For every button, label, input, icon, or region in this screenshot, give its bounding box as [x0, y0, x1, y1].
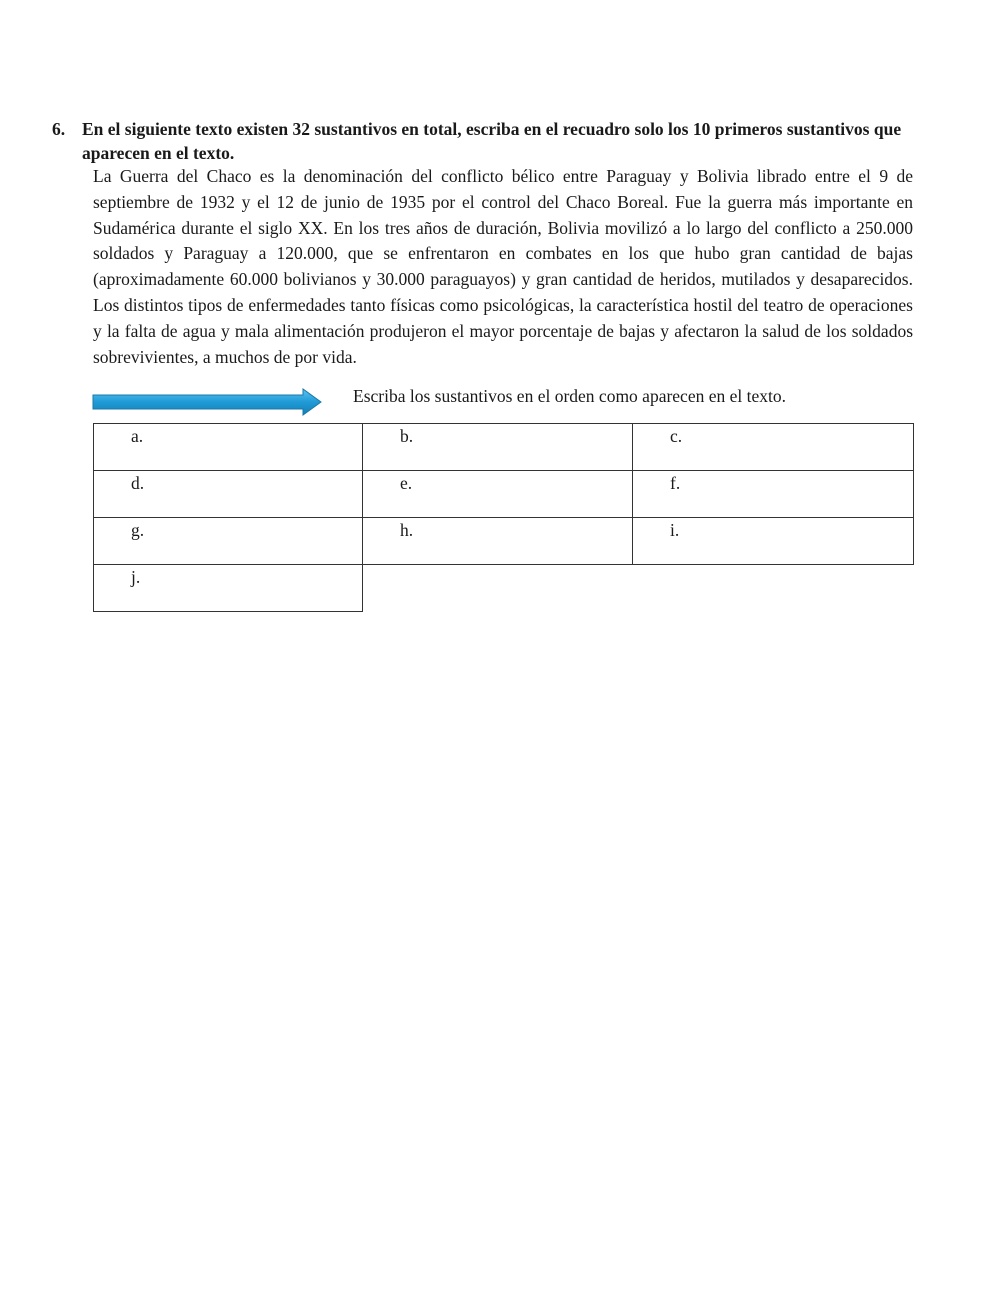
answer-label-a: a. [131, 426, 144, 446]
answer-label-d: d. [131, 473, 145, 493]
arrow-right-icon [91, 388, 323, 416]
answer-label-j: j. [131, 567, 141, 587]
answer-cell-g[interactable] [93, 517, 363, 565]
answer-label-g: g. [131, 520, 145, 540]
answer-cell-d[interactable] [93, 470, 363, 518]
answer-cell-h[interactable] [362, 517, 633, 565]
answer-label-i: i. [670, 520, 680, 540]
answer-label-e: e. [400, 473, 413, 493]
answer-cell-c[interactable] [632, 423, 914, 471]
answer-table [93, 423, 914, 612]
question-number: 6. [52, 119, 66, 139]
answer-label-b: b. [400, 426, 414, 446]
answer-cell-a[interactable] [93, 423, 363, 471]
instruction-text: Escriba los sustantivos en el orden como aparecen en el texto. [353, 386, 786, 406]
answer-cell-i[interactable] [632, 517, 914, 565]
answer-label-f: f. [670, 473, 681, 493]
question [52, 117, 922, 165]
answer-cell-f[interactable] [632, 470, 914, 518]
answer-cell-j[interactable] [93, 564, 363, 612]
answer-label-c: c. [670, 426, 683, 446]
answer-cell-b[interactable] [362, 423, 633, 471]
answer-cell-e[interactable] [362, 470, 633, 518]
reading-passage: La Guerra del Chaco es la denominación del conflicto bélico entre Paraguay y Bolivia librado entre el 9 de septiembre de 1932 y el 12 de junio de 1935 por el control del Chaco Boreal. Fue la guerra más importante en Sudamérica durante el siglo XX. En los tres años de duración, Bolivia movilizó a lo largo del conflicto a 250.000 soldados y Paraguay a 120.000, que se enfrentaron en combates en los que hubo gran cantidad de bajas (aproximadamente 60.000 bolivianos y 30.000 paraguayos) y gran cantidad de heridos, mutilados y desaparecidos. Los distintos tipos de enfermedades tanto físicas como psicológicas, la característica hostil del teatro de operaciones y la falta de agua y mala alimentación produjeron el mayor porcentaje de bajas y afectaron la salud de los soldados sobrevivientes, a muchos de por vida. [93, 166, 913, 367]
answer-label-h: h. [400, 520, 414, 540]
question-text: En el siguiente texto existen 32 sustantivos en total, escriba en el recuadro solo los 10 primeros sustantivos que aparecen en el texto. [82, 119, 902, 163]
